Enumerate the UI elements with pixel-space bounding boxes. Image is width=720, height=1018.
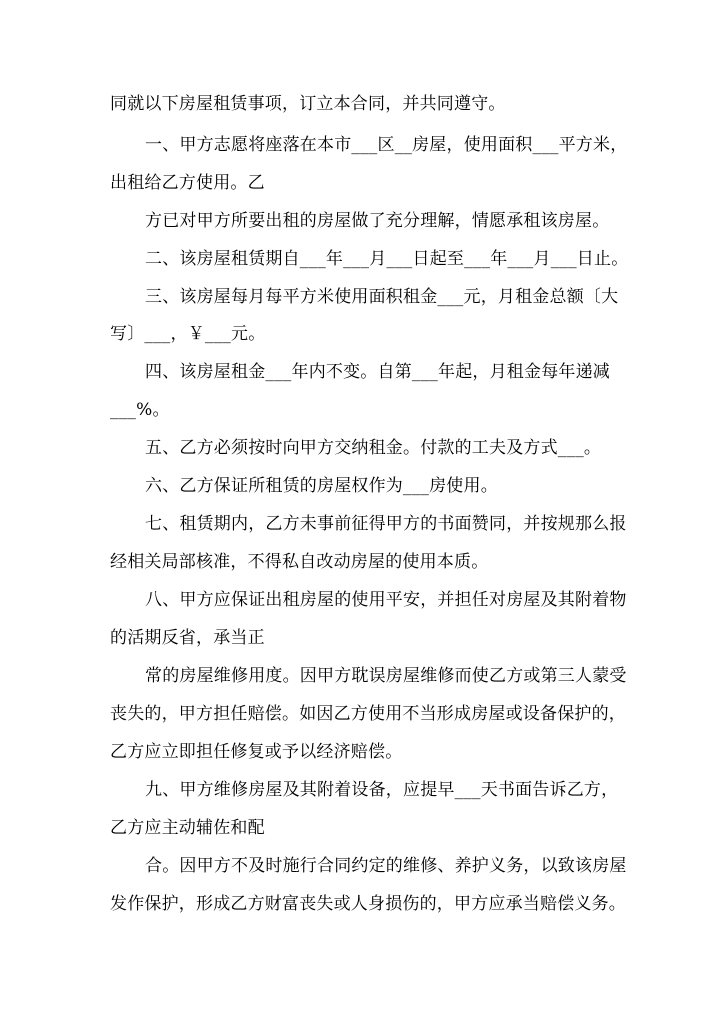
text-line-13: 经相关局部核准，不得私自改动房屋的使用本质。 xyxy=(110,552,489,572)
text-line-4: 方已对甲方所要出租的房屋做了充分理解，情愿承租该房屋。 xyxy=(145,211,610,231)
text-line-1: 同就以下房屋租赁事项，订立本合同，并共同遵守。 xyxy=(110,94,506,114)
text-line-6: 三、该房屋每月每平方米使用面积租金___元，月租金总额〔大 xyxy=(145,287,619,307)
text-line-20: 乙方应主动辅佐和配 xyxy=(110,818,265,838)
text-line-12: 七、租赁期内，乙方未事前征得甲方的书面赞同，并按规那么报 xyxy=(145,514,627,534)
text-line-7: 写〕___，￥___元。 xyxy=(110,324,266,344)
text-line-10: 五、乙方必须按时向甲方交纳租金。付款的工夫及方式___。 xyxy=(145,438,602,458)
text-line-16: 常的房屋维修用度。因甲方耽误房屋维修而使乙方或第三人蒙受 xyxy=(145,666,627,686)
text-line-9: ___%。 xyxy=(110,400,170,420)
text-line-11: 六、乙方保证所租赁的房屋权作为___房使用。 xyxy=(145,476,498,496)
text-line-2: 一、甲方志愿将座落在本市___区__房屋，使用面积___平方米， xyxy=(145,135,628,155)
text-line-15: 的活期反省，承当正 xyxy=(110,628,265,648)
text-line-3: 出租给乙方使用。乙 xyxy=(110,173,265,193)
text-line-8: 四、该房屋租金___年内不变。自第___年起，月租金每年递减 xyxy=(145,362,610,382)
text-line-22: 发作保护，形成乙方财富丧失或人身损伤的，甲方应承当赔偿义务。 xyxy=(110,894,626,914)
text-line-18: 乙方应立即担任修复或予以经济赔偿。 xyxy=(110,742,403,762)
text-line-21: 合。因甲方不及时施行合同约定的维修、养护义务，以致该房屋 xyxy=(145,856,627,876)
text-line-14: 八、甲方应保证出租房屋的使用平安，并担任对房屋及其附着物 xyxy=(145,590,627,610)
text-line-17: 丧失的，甲方担任赔偿。如因乙方使用不当形成房屋或设备保护的， xyxy=(110,704,626,724)
text-line-5: 二、该房屋租赁期自___年___月___日起至___年___月___日止。 xyxy=(145,249,629,269)
text-line-19: 九、甲方维修房屋及其附着设备，应提早___天书面告诉乙方， xyxy=(145,780,619,800)
